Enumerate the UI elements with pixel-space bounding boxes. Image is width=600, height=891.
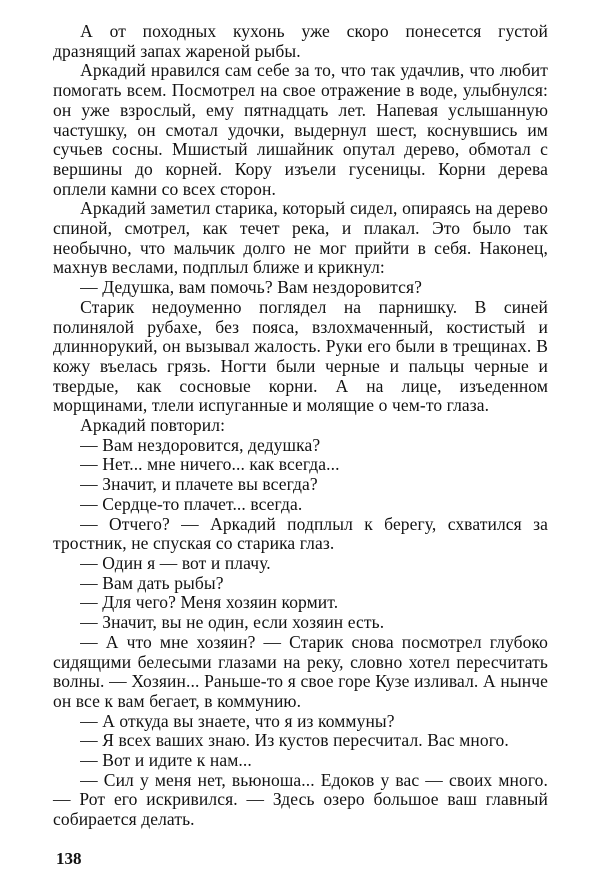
paragraph-16: — А что мне хозяин? — Старик снова посмотрел глубоко сидящими белесыми глазами на реку, словно хотел пересчитать волны. — Хозяин... Раньше-то я свое горе Кузе изливал. А нынче он все к вам бегает, в коммунию. [53, 631, 548, 711]
paragraph-10: — Сердце-то плачет... всегда. [80, 493, 303, 514]
page-number: 138 [56, 849, 82, 868]
paragraph-8: — Нет... мне ничего... как всегда... [80, 454, 340, 475]
paragraph-6: Аркадий повторил: [80, 415, 226, 436]
paragraph-19: — Вот и идите к нам... [80, 750, 252, 771]
paragraph-13: — Вам дать рыбы? [80, 572, 224, 593]
paragraph-7: — Вам нездоровится, дедушка? [80, 434, 321, 455]
paragraph-9: — Значит, и плачете вы всегда? [80, 474, 318, 495]
page-text [53, 22, 548, 830]
paragraph-14: — Для чего? Меня хозяин кормит. [80, 592, 339, 613]
paragraph-3: Аркадий заметил старика, который сидел, опираясь на дерево спиной, смотрел, как течет река, и плакал. Это было так необычно, что мальчик долго не мог прийти в себя. Наконец, махнув веслами, подплыл ближе и крикнул: [53, 198, 548, 278]
paragraph-17: — А откуда вы знаете, что я из коммуны? [80, 710, 395, 731]
paragraph-5: Старик недоуменно поглядел на парнишку. В синей полинялой рубахе, без пояса, взлохмаченный, костистый и длиннорукий, он вызывал жалость. Руки его были в трещинах. В кожу въелась грязь. Ногти были черные и пальцы черные и твердые, как сосновые корни. А на лице, изъеденном морщинами, тлели испуганные и молящие о чем-то глаза. [53, 296, 548, 416]
paragraph-20: — Сил у меня нет, вьюноша... Едоков у вас — своих много. — Рот его искривился. — Здесь озеро большое ваш главный собирается делать. [53, 769, 548, 830]
paragraph-15: — Значит, вы не один, если хозяин есть. [80, 612, 385, 633]
paragraph-12: — Один я — вот и плачу. [80, 552, 271, 573]
paragraph-1: А от походных кухонь уже скоро понесется густой дразнящий запах жареной рыбы. [53, 21, 548, 61]
paragraph-11: — Отчего? — Аркадий подплыл к берегу, схватился за тростник, не спуская со старика глаз. [53, 513, 548, 554]
paragraph-4: — Дедушка, вам помочь? Вам нездоровится? [80, 277, 422, 298]
paragraph-18: — Я всех ваших знаю. Из кустов пересчитал. Вас много. [80, 730, 509, 751]
paragraph-2: Аркадий нравился сам себе за то, что так удачлив, что любит помогать всем. Посмотрел на свое отражение в воде, улыбнулся: он уже взрослый, ему пятнадцать лет. Напевая услышанную частушку, он смотал удочки, выдернул шест, коснувшись им сучьев сосны. Мшистый лишайник опутал дерево, обмотал с вершины до корней. Кору изъели гусеницы. Корни дерева оплели камни со всех сторон. [53, 60, 548, 199]
